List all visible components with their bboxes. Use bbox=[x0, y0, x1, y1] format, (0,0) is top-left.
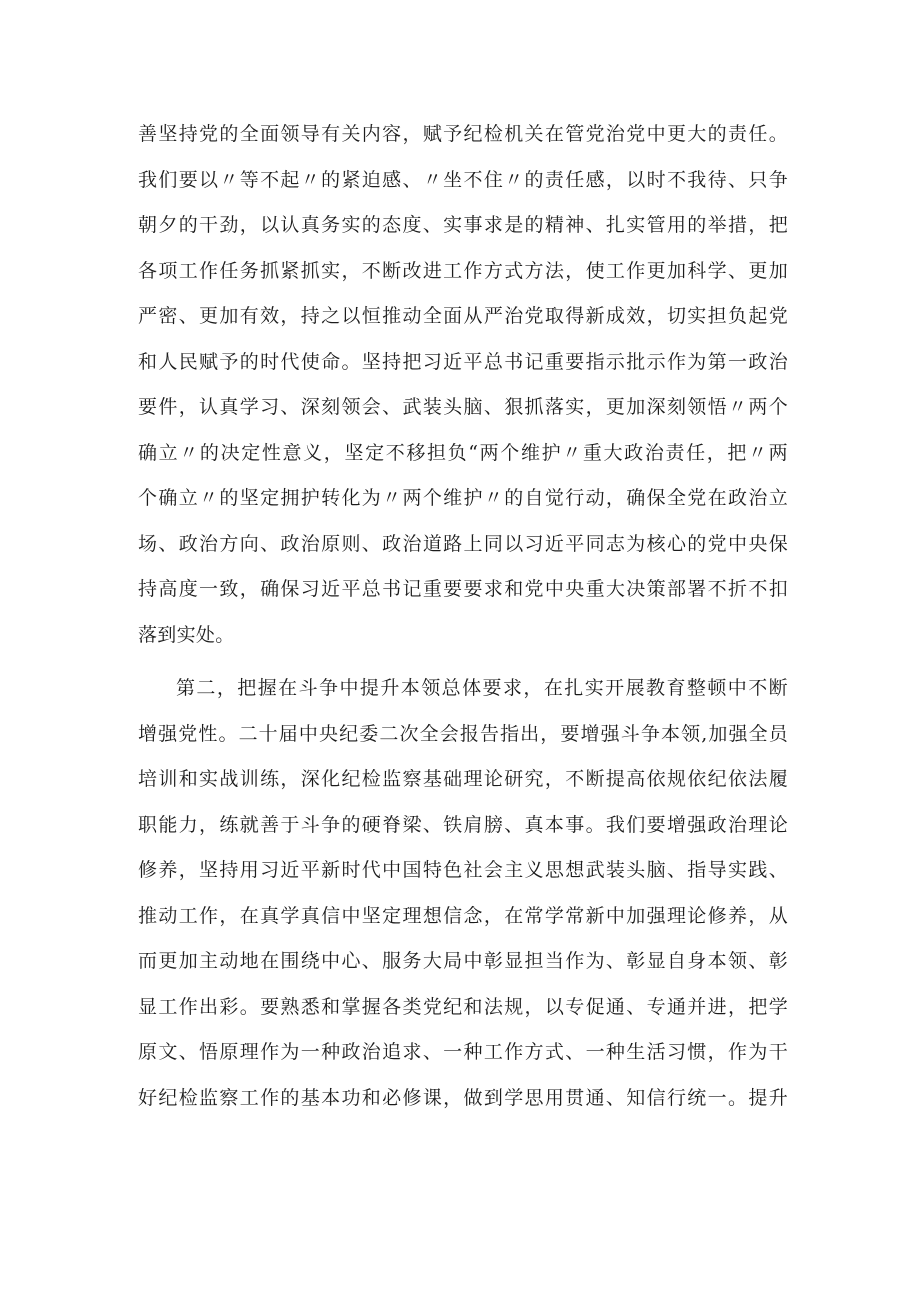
text-line: 个确立〃的坚定拥护转化为〃两个维护〃的自觉行动，确保全党在政治立 bbox=[138, 487, 788, 509]
text-line: 朝夕的干劲，以认真务实的态度、实事求是的精神、扎实管用的举措，把 bbox=[138, 214, 788, 236]
paragraph-1 bbox=[138, 112, 788, 658]
text-line: 而更加主动地在围绕中心、服务大局中彰显担当作为、彰显自身本领、彰 bbox=[138, 950, 788, 972]
text-line: 我们要以〃等不起〃的紧迫感、〃坐不住〃的责任感，以时不我待、只争 bbox=[138, 168, 788, 191]
text-line: 场、政治方向、政治原则、政治道路上同以习近平同志为核心的党中央保 bbox=[138, 532, 788, 555]
text-line: 和人民赋予的时代使命。坚持把习近平总书记重要指示批示作为第一政治 bbox=[138, 350, 788, 373]
text-line: 要件，认真学习、深刻领会、武装头脑、狠抓落实，更加深刻领悟〃两个 bbox=[138, 396, 788, 418]
text-line: 持高度一致，确保习近平总书记重要要求和党中央重大决策部署不折不扣 bbox=[138, 578, 788, 600]
paragraph-2 bbox=[138, 666, 788, 1121]
text-line: 落到实处。 bbox=[138, 623, 235, 646]
text-line: 严密、更加有效，持之以恒推动全面从严治党取得新成效，切实担负起党 bbox=[138, 305, 788, 327]
text-line: 培训和实战训练，深化纪检监察基础理论研究，不断提高依规依纪依法履 bbox=[138, 768, 788, 790]
text-line: 显工作出彩。要熟悉和掌握各类党纪和法规，以专促通、专通并进，把学 bbox=[138, 995, 788, 1018]
text-line: 职能力，练就善于斗争的硬脊梁、铁肩膀、真本事。我们要增强政治理论 bbox=[138, 813, 788, 836]
text-line: 推动工作，在真学真信中坚定理想信念，在常学常新中加强理论修养，从 bbox=[138, 904, 788, 927]
document-body bbox=[138, 112, 788, 1121]
paragraph-spacer bbox=[138, 658, 788, 666]
text-line: 善坚持党的全面领导有关内容，赋予纪检机关在管党治党中更大的责任。 bbox=[138, 123, 788, 145]
text-line: 各项工作任务抓紧抓实，不断改进工作方式方法，使工作更加科学、更加 bbox=[138, 259, 788, 282]
text-line: 好纪检监察工作的基本功和必修课，做到学思用贯通、知信行统一。提升 bbox=[138, 1086, 788, 1109]
text-line: 增强党性。二十届中央纪委二次全会报告指出，要增强斗争本领,加强全员 bbox=[138, 722, 788, 745]
text-line: 第二，把握在斗争中提升本领总体要求，在扎实开展教育整顿中不断 bbox=[176, 677, 788, 699]
text-line: 原文、悟原理作为一种政治追求、一种工作方式、一种生活习惯，作为干 bbox=[138, 1041, 788, 1063]
text-line: 确立〃的决定性意义，坚定不移担负“两个维护〃重大政治责任，把〃两 bbox=[138, 441, 788, 464]
text-line: 修养，坚持用习近平新时代中国特色社会主义思想武装头脑、指导实践、 bbox=[138, 859, 788, 881]
